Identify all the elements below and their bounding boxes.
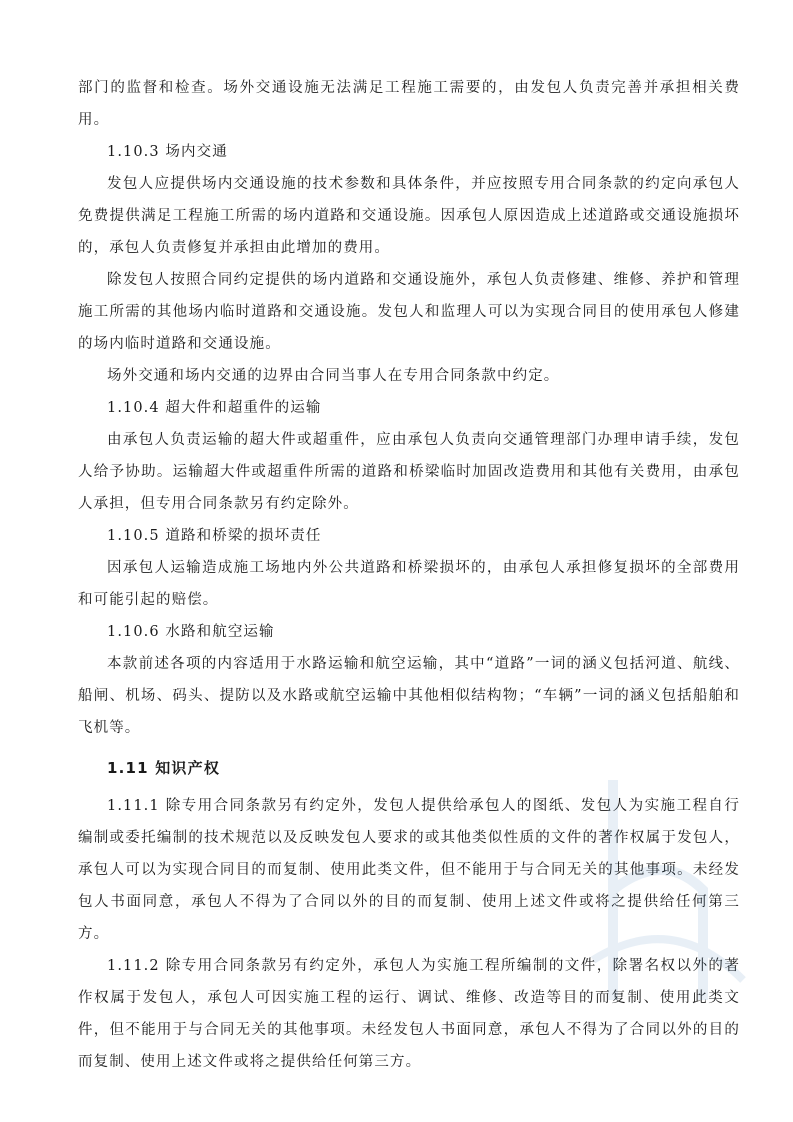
paragraph: 发包人应提供场内交通设施的技术参数和具体条件，并应按照专用合同条款的约定向承包人免费提供满足工程施工所需的场内道路和交通设施。因承包人原因造成上述道路或交通设施损坏的，承包人负责修复并承担由此增加的费用。 <box>78 176 740 256</box>
paragraph: 因承包人运输造成施工场地内外公共道路和桥梁损坏的，由承包人承担修复损坏的全部费用和可能引起的赔偿。 <box>78 560 740 608</box>
section-heading: 1.11 知识产权 <box>107 759 221 777</box>
paragraph: 1.11.2 除专用合同条款另有约定外，承包人为实施工程所编制的文件，除署名权以外的著作权属于发包人，承包人可因实施工程的运行、调试、维修、改造等目的而复制、使用此类文件，但不能用于与合同无关的其他事项。未经发包人书面同意，承包人不得为了合同以外的目的而复制、使用上述文件或将之提供给任何第三方。 <box>78 958 740 1070</box>
clause-heading: 1.10.6 水路和航空运输 <box>107 624 275 640</box>
clause-heading: 1.10.3 场内交通 <box>107 144 228 160</box>
paragraph: 1.11.1 除专用合同条款另有约定外，发包人提供给承包人的图纸、发包人为实施工程自行编制或委托编制的技术规范以及反映发包人要求的或其他类似性质的文件的著作权属于发包人，承包人可以为实现合同目的而复制、使用此类文件，但不能用于与合同无关的其他事项。未经发包人书面同意，承包人不得为了合同以外的目的而复制、使用上述文件或将之提供给任何第三方。 <box>78 798 740 942</box>
paragraph: 由承包人负责运输的超大件或超重件，应由承包人负责向交通管理部门办理申请手续，发包人给予协助。运输超大件或超重件所需的道路和桥梁临时加固改造费用和其他有关费用，由承包人承担，但专用合同条款另有约定除外。 <box>78 432 740 512</box>
clause-heading: 1.10.4 超大件和超重件的运输 <box>107 400 322 416</box>
document-body <box>78 72 740 1078</box>
clause-heading: 1.10.5 道路和桥梁的损坏责任 <box>107 528 322 544</box>
paragraph: 场外交通和场内交通的边界由合同当事人在专用合同条款中约定。 <box>107 368 560 384</box>
paragraph: 本款前述各项的内容适用于水路运输和航空运输，其中“道路”一词的涵义包括河道、航线、船闸、机场、码头、提防以及水路或航空运输中其他相似结构物；“车辆”一词的涵义包括船舶和飞机等。 <box>78 656 740 736</box>
paragraph: 除发包人按照合同约定提供的场内道路和交通设施外，承包人负责修建、维修、养护和管理施工所需的其他场内临时道路和交通设施。发包人和监理人可以为实现合同目的使用承包人修建的场内临时道路和交通设施。 <box>78 272 740 352</box>
paragraph: 部门的监督和检查。场外交通设施无法满足工程施工需要的，由发包人负责完善并承担相关费用。 <box>78 80 740 128</box>
